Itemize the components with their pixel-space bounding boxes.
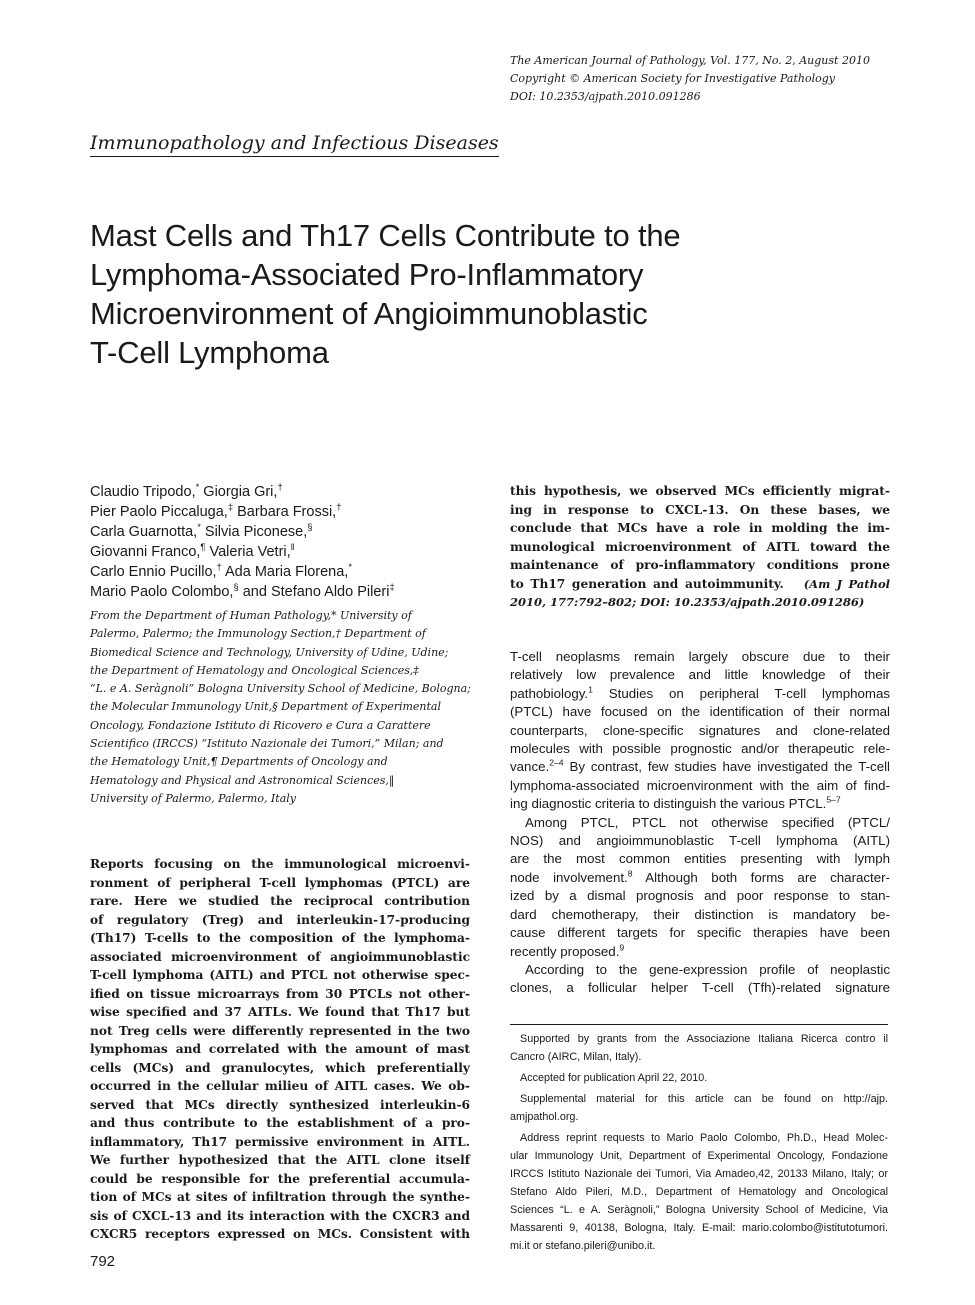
copyright-line: Copyright © American Society for Investigative Pathology — [510, 72, 835, 85]
address-note: mi.it or stefano.pileri@unibo.it. — [510, 1240, 656, 1252]
affiliation-line: Oncology, Fondazione Istituto di Ricovero e Cura a Carattere — [90, 718, 431, 732]
affiliation-mark: ‡ — [227, 501, 234, 513]
body-line — [510, 961, 890, 979]
citation: 2010, 177:792–802; DOI: 10.2353/ajpath.2010.091286) — [510, 595, 865, 609]
body-text: lymphoma-associated microenvironment with the aim of find- — [510, 777, 890, 793]
footnote-divider — [510, 1024, 888, 1025]
abstract-text: this hypothesis, we observed MCs efficiently migrat- — [510, 484, 890, 498]
body-text: According to the gene-expression profile of neoplastic — [525, 961, 890, 977]
body-line — [510, 795, 890, 813]
abstract-line: occurred in the cellular milieu of AITL cases. We ob- — [90, 1079, 470, 1093]
body-text: relatively low prevalence and little knowledge of their — [510, 667, 890, 683]
abstract-text: maintenance of pro-inflammatory conditions prone — [510, 558, 890, 572]
address-note: Stefano Aldo Pileri, M.D., Department of Hematology and Oncological — [510, 1186, 888, 1198]
body-line — [510, 924, 890, 942]
author-line — [90, 562, 490, 582]
author-line — [90, 482, 490, 502]
body-text: recently proposed. — [510, 943, 620, 959]
supplemental-note: amjpathol.org. — [510, 1111, 579, 1123]
affiliation-line: From the Department of Human Pathology,* University of — [90, 609, 412, 622]
author-name: and Stefano Aldo Pileri — [238, 584, 390, 600]
body-text: dard chemotherapy, their distinction is mandatory be- — [510, 906, 890, 922]
body-text: (PTCL) have focused on the identification of their normal — [510, 704, 890, 720]
footnotes — [510, 1030, 888, 1258]
body-line — [510, 979, 890, 997]
affiliation-mark: ¶ — [200, 541, 206, 553]
body-line — [510, 648, 890, 666]
title-line: T-Cell Lymphoma — [90, 335, 329, 370]
affiliation-line: Biomedical Science and Technology, University of Udine, Udine; — [90, 645, 449, 659]
citation-line — [510, 593, 890, 612]
abstract-text: conclude that MCs have a role in molding the im- — [510, 521, 890, 535]
abstract-text: to Th17 generation and autoimmunity. — [510, 576, 784, 591]
author-line — [90, 582, 490, 602]
body-text: Among PTCL, PTCL not otherwise specified (PTCL/ — [525, 814, 890, 830]
abstract-line: sis of CXCL-13 and its interaction with the CXCR3 and — [90, 1208, 470, 1223]
author-name: Claudio Tripodo, — [90, 484, 196, 500]
body-line — [510, 703, 890, 721]
affiliation-line: University of Palermo, Palermo, Italy — [90, 791, 296, 805]
abstract-line: cells (MCs) and granulocytes, which preferentially — [90, 1060, 470, 1075]
abstract-line: rare. Here we studied the reciprocal contribution — [90, 894, 470, 908]
author-name: Giorgia Gri, — [199, 484, 278, 500]
abstract-line: not Treg cells were differently represented in the two — [90, 1023, 470, 1038]
body-line — [510, 685, 890, 703]
body-text: vance. — [510, 759, 550, 775]
abstract-line: Reports focusing on the immunological microenvi- — [90, 857, 470, 871]
body-line — [510, 666, 890, 684]
abstract-line — [510, 482, 890, 501]
body-text: NOS) and angioimmunoblastic T-cell lymphoma (AITL) — [510, 833, 890, 849]
author-name: Carla Guarnotta, — [90, 524, 198, 540]
abstract-line: T-cell lymphoma (AITL) and PTCL not otherwise spec- — [90, 968, 470, 982]
abstract-line: We further hypothesized that the AITL clone itself — [90, 1153, 470, 1167]
author-name: Giovanni Franco, — [90, 544, 201, 560]
body-line — [510, 869, 890, 887]
body-text: clones, a follicular helper T-cell (Tfh)-related signature — [510, 980, 890, 996]
affiliation-mark: † — [216, 561, 222, 573]
affiliation-line: Scientifico (IRCCS) “Istituto Nazionale dei Tumori,” Milan; and — [90, 737, 444, 751]
abstract-line: lymphomas and correlated with the amount of mast — [90, 1042, 470, 1056]
body-text: ized by a dismal prognosis and poor response to stan- — [510, 888, 890, 904]
affiliation-mark: * — [195, 481, 200, 493]
author-line — [90, 522, 490, 542]
affiliation-line: the Department of Hematology and Oncological Sciences,‡ — [90, 663, 419, 677]
affiliation-mark: * — [197, 521, 201, 533]
affiliation-mark: ‖ — [290, 541, 295, 553]
abstract-line — [510, 519, 890, 538]
support-note: Supported by grants from the Associazione Italiana Ricerca contro il — [520, 1033, 888, 1045]
affiliation-mark: † — [277, 481, 283, 493]
address-note: ular Immunology Unit, Department of Experimental Oncology, Fondazione — [510, 1150, 888, 1162]
abstract-line: associated microenvironment of angioimmunoblastic — [90, 949, 470, 964]
abstract-right-column — [510, 482, 890, 612]
section-heading: Immunopathology and Infectious Diseases — [90, 132, 499, 157]
introduction-text — [510, 648, 890, 998]
body-line — [510, 814, 890, 832]
author-name: Silvia Piconese, — [200, 524, 308, 540]
abstract-text: ing in response to CXCL-13. On these bases, we — [510, 502, 890, 517]
abstract-line — [510, 556, 890, 575]
abstract-line: of regulatory (Treg) and interleukin-17-producing — [90, 912, 470, 927]
author-line — [90, 542, 490, 562]
citation: (Am J Pathol — [803, 576, 890, 591]
body-text: ing diagnostic criteria to distinguish the various PTCL. — [510, 796, 827, 812]
body-text: pathobiology. — [510, 685, 589, 701]
address-note: IRCCS Istituto Nazionale dei Tumori, Via Amadeo,42, 20133 Milano, Italy; or — [510, 1168, 888, 1180]
affiliation-mark: † — [336, 501, 342, 513]
reference-mark: 5–7 — [826, 794, 841, 805]
body-line — [510, 777, 890, 795]
affiliations — [90, 607, 470, 808]
author-list — [90, 482, 490, 602]
title-line: Microenvironment of Angioimmunoblastic — [90, 296, 648, 331]
affiliation-mark: § — [233, 581, 239, 593]
page-number: 792 — [90, 1253, 116, 1270]
body-line — [510, 758, 890, 776]
abstract-line: wise specified and 37 AITLs. We found that Th17 but — [90, 1005, 470, 1019]
affiliation-mark: * — [348, 561, 352, 573]
author-name: Mario Paolo Colombo, — [90, 584, 234, 600]
abstract-line: ified on tissue microarrays from 30 PTCLs not other- — [90, 986, 470, 1001]
body-line — [510, 906, 890, 924]
author-name: Pier Paolo Piccaluga, — [90, 504, 228, 520]
affiliation-line: “L. e A. Seràgnoli” Bologna University School of Medicine, Bologna; — [90, 682, 471, 696]
body-line — [510, 722, 890, 740]
affiliation-mark: § — [307, 521, 313, 533]
abstract-line: ronment of peripheral T-cell lymphomas (PTCL) are — [90, 875, 470, 890]
article-title — [90, 216, 850, 372]
body-text: T-cell neoplasms remain largely obscure due to their — [510, 649, 890, 664]
body-line — [510, 740, 890, 758]
body-text: By contrast, few studies have investigated the T-cell — [563, 759, 890, 775]
title-line: Lymphoma-Associated Pro-Inflammatory — [90, 257, 644, 292]
body-text: molecules with possible prognostic and/or therapeutic rele- — [510, 741, 890, 757]
body-text: cause different targets for specific therapies have been — [510, 925, 890, 941]
abstract-text: munological microenvironment of AITL toward the — [510, 539, 890, 554]
author-name: Barbara Frossi, — [233, 504, 337, 520]
abstract-line: CXCR5 receptors expressed on MCs. Consistent with — [90, 1227, 470, 1241]
body-text: Studies on peripheral T-cell lymphomas — [592, 685, 890, 701]
author-name: Ada Maria Florena, — [221, 564, 349, 580]
supplemental-note: Supplemental material for this article can be found on http://ajp. — [520, 1093, 888, 1105]
abstract-line — [510, 501, 890, 520]
affiliation-line: Palermo, Palermo; the Immunology Section,† Department of — [90, 627, 426, 641]
author-line — [90, 502, 490, 522]
body-text: are the most common entities presenting with lymph — [510, 851, 890, 867]
body-line — [510, 832, 890, 850]
abstract-left-column — [90, 855, 470, 1244]
journal-citation: The American Journal of Pathology, Vol. 177, No. 2, August 2010 — [510, 54, 870, 67]
body-text: counterparts, clone-specific signatures and clone-related — [510, 722, 890, 738]
body-text: node involvement. — [510, 869, 628, 885]
body-line — [510, 943, 890, 961]
doi-line: DOI: 10.2353/ajpath.2010.091286 — [510, 90, 701, 103]
journal-header — [510, 52, 910, 106]
author-name: Valeria Vetri, — [205, 544, 291, 560]
address-note: Massarenti 9, 40138, Bologna, Italy. E-mail: mario.colombo@istitutotumori. — [510, 1222, 888, 1234]
body-line — [510, 850, 890, 868]
abstract-line: inflammatory, Th17 permissive environment in AITL. — [90, 1134, 470, 1149]
reference-mark: 1 — [588, 684, 593, 695]
abstract-line — [510, 575, 890, 594]
support-note: Cancro (AIRC, Milan, Italy). — [510, 1051, 642, 1063]
abstract-line: tion of MCs at sites of infiltration through the synthe- — [90, 1190, 470, 1204]
body-text: Although both forms are character- — [632, 869, 890, 885]
reference-mark: 2–4 — [549, 758, 564, 769]
address-note: Sciences “L. e A. Seràgnoli,” Bologna University School of Medicine, Via — [510, 1204, 888, 1216]
affiliation-line: the Hematology Unit,¶ Departments of Oncology and — [90, 755, 388, 769]
abstract-line — [510, 538, 890, 557]
accepted-note: Accepted for publication April 22, 2010. — [520, 1072, 708, 1084]
abstract-line: served that MCs directly synthesized interleukin-6 — [90, 1097, 470, 1112]
affiliation-mark: ‡ — [389, 581, 395, 593]
abstract-line: (Th17) T-cells to the composition of the lymphoma- — [90, 931, 470, 945]
reference-mark: 8 — [627, 868, 633, 879]
title-line: Mast Cells and Th17 Cells Contribute to the — [90, 218, 681, 253]
abstract-line: and thus contribute to the establishment of a pro- — [90, 1116, 470, 1130]
affiliation-line: Hematology and Physical and Astronomical Sciences,‖ — [90, 773, 395, 787]
address-note: Address reprint requests to Mario Paolo Colombo, Ph.D., Head Molec- — [520, 1132, 888, 1144]
reference-mark: 9 — [619, 942, 625, 953]
body-line — [510, 887, 890, 905]
affiliation-line: the Molecular Immunology Unit,§ Department of Experimental — [90, 700, 442, 714]
abstract-line: could be responsible for the preferential accumula- — [90, 1171, 470, 1186]
author-name: Carlo Ennio Pucillo, — [90, 564, 217, 580]
